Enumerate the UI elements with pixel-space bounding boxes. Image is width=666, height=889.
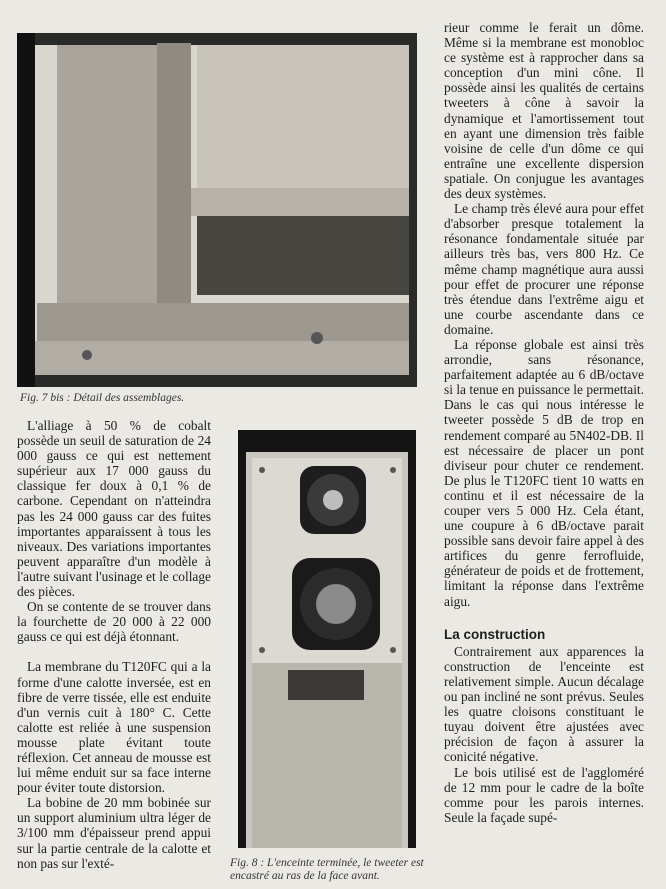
paragraph: La bobine de 20 mm bobinée sur un support aluminium ultra léger de 3/100 mm d'épaisseur prend appui sur la partie centrale de la calotte et non pas sur l'exté- <box>17 795 211 871</box>
paragraph: Contrairement aux apparences la construction de l'enceinte est relativement simple. Aucun décalage ou pan incliné ne sont prévus. Seules les quatre cloisons constituant le tuyau doivent être ajustées avec précision de façon à assurer la conicité négative. <box>444 643 644 765</box>
photo-joints-image <box>17 33 417 387</box>
photo-speaker-image <box>238 430 416 848</box>
paragraph: Le bois utilisé est de l'aggloméré de 12 mm pour le cadre de la boîte comme pour les parois internes. Seule la façade supé- <box>444 764 644 825</box>
paragraph: La réponse globale est ainsi très arrondie, sans résonance, parfaitement adaptée au 6 dB/octave si la tenue en puissance le permettait. Dans le cas qui nous intéresse le tweeter possède 5 dB de trop en rendement comparé au 5N402-DB. Il est nécessaire de placer un pont diviseur pour chuter ce rendement. De plus le T120FC tient 10 watts en continu et il est nécessaire de la couper vers 5 000 Hz. Cela étant, une coupure à 6 dB/octave parait possible sans devoir faire appel à des artifices du genre ferrofluide, générateur de poids et de frottement, limitant la réponse dans l'extrême aigu. <box>444 336 644 609</box>
section-heading: La construction <box>444 626 546 642</box>
paragraph: La membrane du T120FC qui a la forme d'une calotte inversée, est en fibre de verre tissée, elle est enduite d'un vernis cuit à 180° C. Cette calotte est reliée à une suspension mousse plate évitant toute réflexion. Cet anneau de mousse est lui même enduit sur sa face interne pour éviter toute distorsion. <box>17 659 211 796</box>
figure-photo-joints <box>17 33 417 387</box>
figure1-caption: Fig. 7 bis : Détail des assemblages. <box>20 392 185 404</box>
column-right <box>444 20 644 825</box>
paragraph: rieur comme le ferait un dôme. Même si la membrane est monobloc ce système est à rapprocher dans sa conception d'un mini cône. Il possède ainsi les qualités de certains tweeters à cône à savoir la dynamique et l'amortissement tout en ayant une dimension très faible voisine de celle d'un dôme ce qui entraîne une excellente dispersion spatiale. On conjugue les avantages des deux systèmes. <box>444 20 644 202</box>
figure2-caption: Fig. 8 : L'enceinte terminée, le tweeter est encastré au ras de la face avant. <box>230 857 424 882</box>
paragraph: L'alliage à 50 % de cobalt possède un seuil de saturation de 24 000 gauss ce qui est nettement supérieur aux 17 000 gauss du classique fer doux à 0,1 % de carbone. Cependant on n'atteindra pas les 24 000 gauss car des fuites importantes apparaissent à tous les niveaux. Des variations importantes peuvent apparaître d'un modèle à l'autre suivant l'usinage et le collage des pièces. <box>17 418 211 600</box>
figure-photo-speaker <box>238 430 416 848</box>
paragraph: Le champ très élevé aura pour effet d'absorber presque totalement la résonance fondamentale située par ailleurs très bas, vers 800 Hz. Ce même champ magnétique aura aussi pour effet de procurer une réponse très étendue dans l'extrême aigu et une courbe ascendante dans ce domaine. <box>444 201 644 337</box>
column-left <box>17 418 211 871</box>
paragraph: On se contente de se trouver dans la fourchette de 20 000 à 22 000 gauss ce qui est déjà étonnant. <box>17 599 211 645</box>
